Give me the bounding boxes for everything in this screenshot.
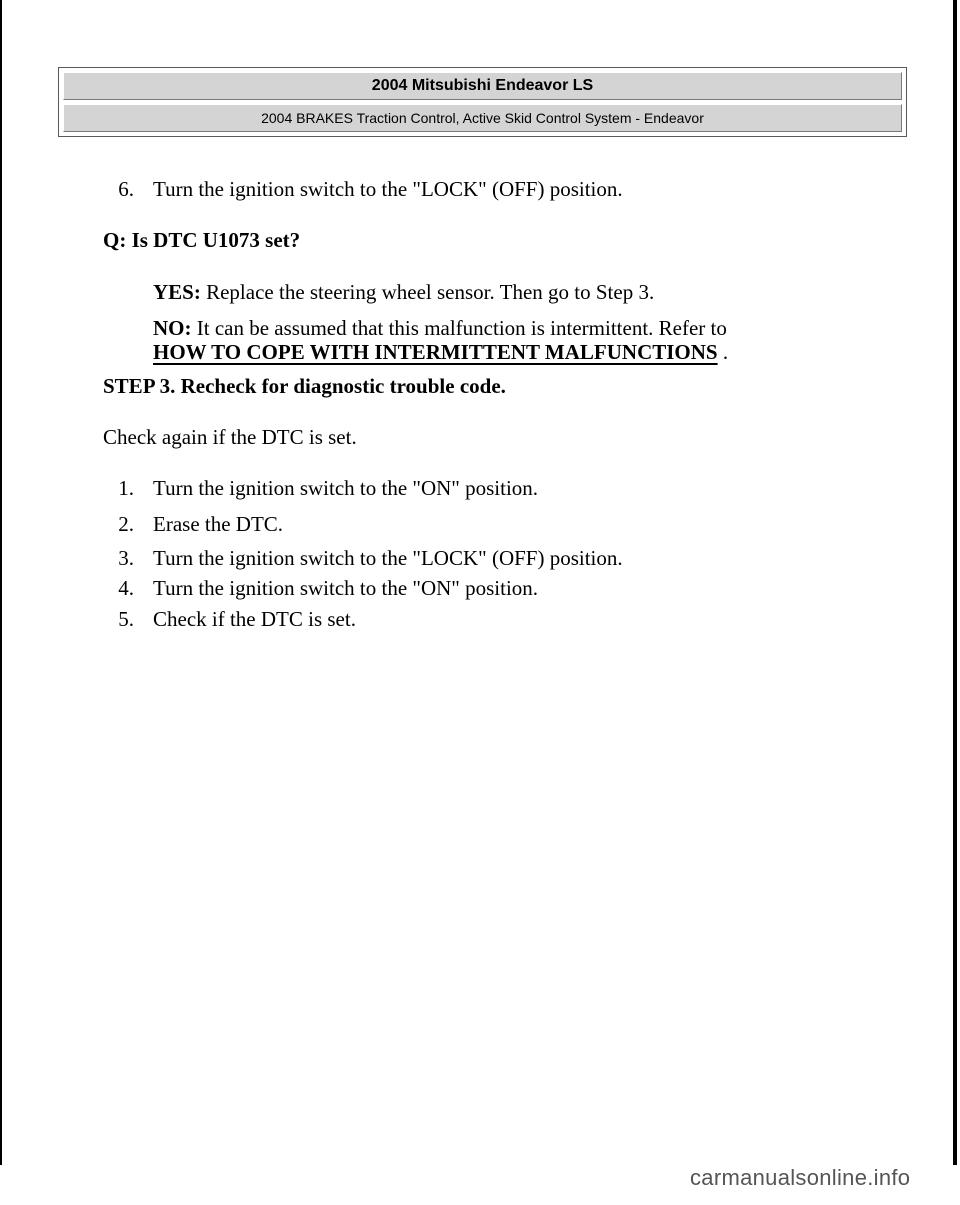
yes-label: YES:: [153, 280, 201, 304]
no-answer-link-line: [153, 340, 728, 364]
step-text: Turn the ignition switch to the "LOCK" (OFF) position.: [153, 546, 623, 570]
page-border-left: [0, 0, 2, 1165]
yes-text: Replace the steering wheel sensor. Then go to Step 3.: [200, 280, 655, 304]
yes-answer: [153, 280, 654, 304]
intermittent-malfunctions-link[interactable]: HOW TO COPE WITH INTERMITTENT MALFUNCTIONS: [153, 340, 718, 364]
step-text: Erase the DTC.: [153, 512, 284, 536]
no-text: It can be assumed that this malfunction is intermittent. Refer to: [191, 316, 727, 340]
step-number: 3.: [118, 546, 134, 570]
step-number: 1.: [118, 476, 134, 500]
step-text: Turn the ignition switch to the "ON" position.: [153, 476, 539, 500]
step-text: Turn the ignition switch to the "LOCK" (OFF) position.: [153, 177, 623, 201]
header-title: 2004 Mitsubishi Endeavor LS: [63, 72, 902, 100]
step-number: 5.: [118, 607, 134, 631]
step-number: 2.: [118, 512, 134, 536]
page-border-right: [953, 0, 957, 1165]
step-number: 4.: [118, 576, 134, 600]
step-text: Check if the DTC is set.: [153, 607, 356, 631]
no-answer: [153, 316, 727, 340]
no-after: .: [717, 340, 729, 364]
document-header: [58, 67, 907, 137]
question-heading: Q: Is DTC U1073 set?: [103, 228, 301, 252]
site-watermark: carmanualsonline.info: [690, 1165, 911, 1190]
step-number: 6.: [118, 177, 134, 201]
step-text: Turn the ignition switch to the "ON" position.: [153, 576, 539, 600]
intro-text: Check again if the DTC is set.: [103, 425, 357, 449]
header-subtitle: 2004 BRAKES Traction Control, Active Skid Control System - Endeavor: [63, 104, 902, 132]
no-label: NO:: [153, 316, 192, 340]
step-3-heading: STEP 3. Recheck for diagnostic trouble code.: [103, 374, 506, 398]
